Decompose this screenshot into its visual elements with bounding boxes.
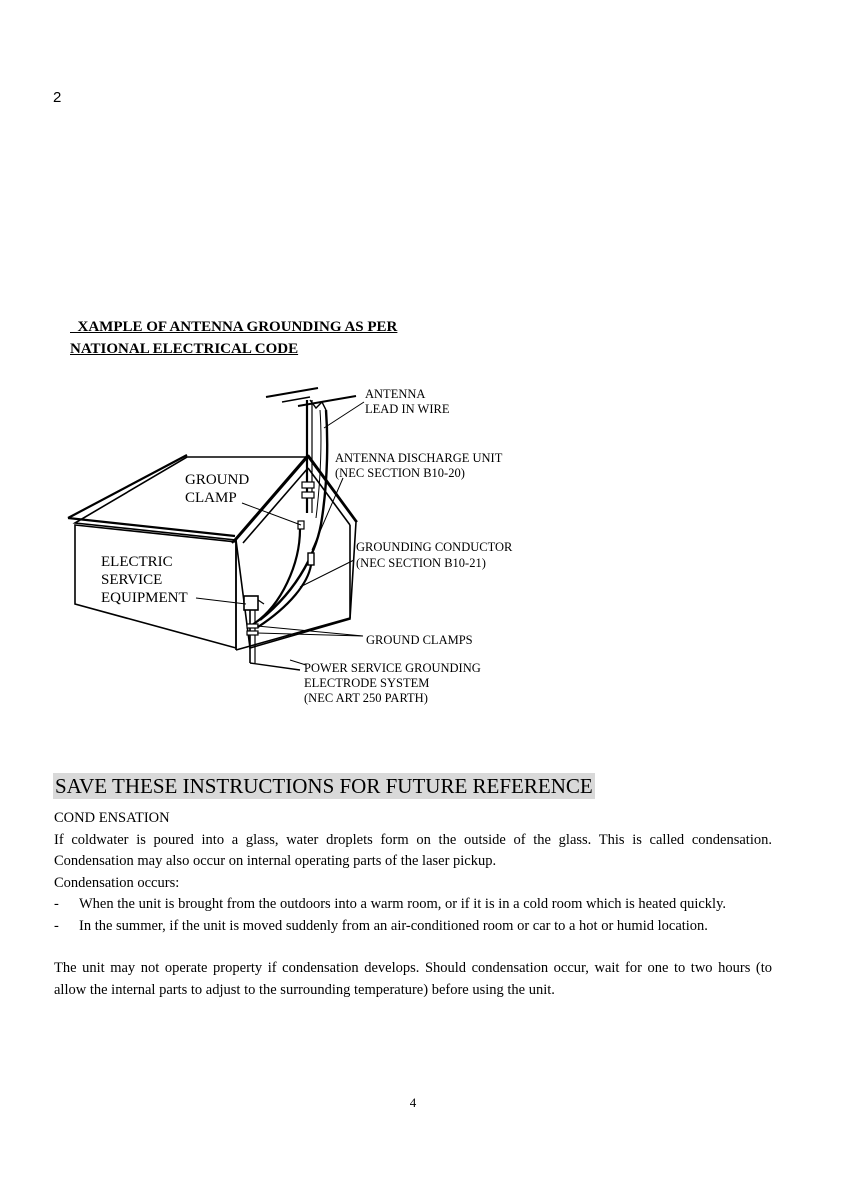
label-equipment: EQUIPMENT (101, 590, 188, 606)
figure-title-line-2: NATIONAL ELECTRICAL CODE (70, 341, 299, 357)
label-grounding-conductor-section: (NEC SECTION B10-21) (356, 556, 486, 570)
bullet-dash: - (54, 896, 59, 912)
condensation-section (54, 808, 772, 1001)
condensation-heading: COND ENSATION (54, 810, 170, 826)
label-electrode-system: ELECTRODE SYSTEM (304, 676, 430, 690)
page-number: 4 (409, 1095, 417, 1110)
condensation-paragraph-2: The unit may not operate property if condensation develops. Should condensation occur, wait for one to two hours (to allow the internal parts to adjust to the surrounding temperature) before using the unit. (54, 960, 772, 998)
label-discharge-unit: ANTENNA DISCHARGE UNIT (335, 451, 503, 465)
label-electric: ELECTRIC (101, 554, 173, 570)
figure-title-line-1: XAMPLE OF ANTENNA GROUNDING AS PER (70, 319, 398, 335)
label-lead-in-wire: LEAD IN WIRE (365, 402, 450, 416)
bullet-item (54, 916, 772, 938)
condensation-paragraph-1: If coldwater is poured into a glass, water droplets form on the outside of the glass. This is called condensation. Condensation may also occur on internal operating parts of the laser pickup. (54, 831, 772, 869)
condensation-occurs-label: Condensation occurs: (54, 874, 180, 891)
paragraph-gap (54, 937, 772, 958)
label-antenna: ANTENNA (365, 387, 426, 401)
antenna-grounding-diagram (60, 378, 540, 718)
label-ground-clamp-2: CLAMP (185, 490, 237, 506)
label-ground-clamp-1: GROUND (185, 472, 250, 488)
label-ground-clamps: GROUND CLAMPS (366, 633, 473, 647)
label-discharge-section: (NEC SECTION B10-20) (335, 466, 465, 480)
bullet-item (54, 894, 772, 916)
antenna-element-top (266, 388, 318, 397)
bullet-text: In the summer, if the unit is moved suddenly from an air-conditioned room or car to a hot or humid location. (79, 917, 708, 934)
service-equipment-box (244, 596, 258, 610)
label-nec-art: (NEC ART 250 PARTH) (304, 691, 428, 705)
label-grounding-conductor: GROUNDING CONDUCTOR (356, 540, 513, 554)
bullet-dash: - (54, 917, 59, 934)
label-service: SERVICE (101, 572, 163, 588)
antenna-discharge-unit (308, 553, 314, 565)
corner-page-mark: 2 (53, 89, 62, 106)
label-power-service: POWER SERVICE GROUNDING (304, 661, 481, 675)
save-instructions-heading: SAVE THESE INSTRUCTIONS FOR FUTURE REFERENCE (55, 774, 593, 798)
bullet-text: When the unit is brought from the outdoors into a warm room, or if it is in a cold room which is heated quickly. (79, 896, 727, 912)
